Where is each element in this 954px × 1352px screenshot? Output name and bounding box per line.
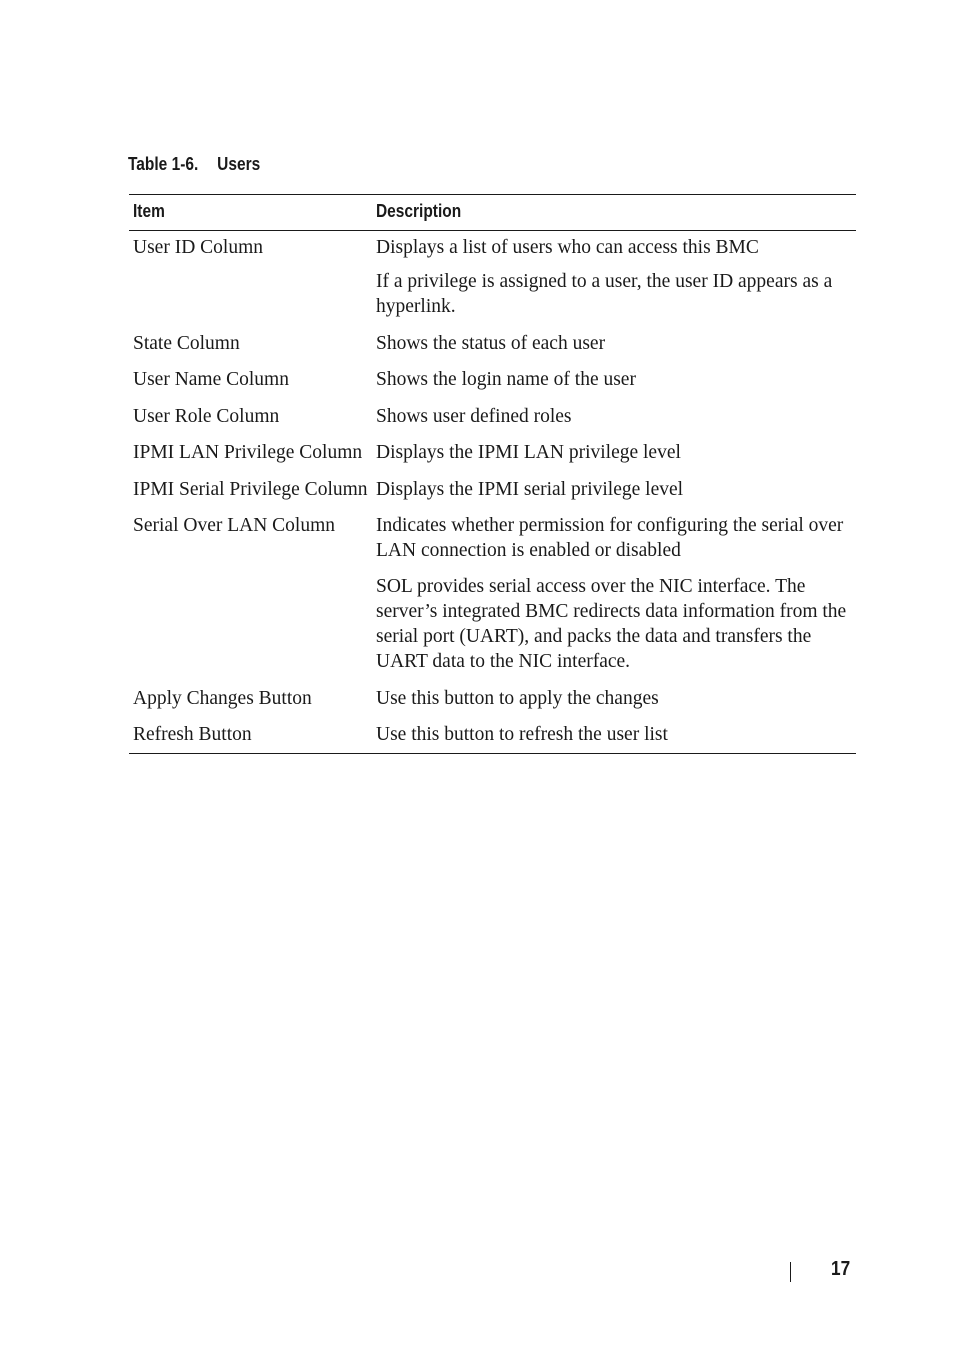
row-description bbox=[371, 331, 856, 356]
page-footer bbox=[790, 1256, 853, 1282]
description-text: Shows user defined roles bbox=[376, 405, 572, 427]
row-item: IPMI LAN Privilege Column bbox=[133, 442, 363, 463]
header-item: Item bbox=[133, 201, 165, 221]
description-text: Use this button to refresh the user list bbox=[376, 724, 668, 745]
row-item: Serial Over LAN Column bbox=[133, 515, 336, 536]
row-description bbox=[371, 722, 856, 747]
description-text: Shows the status of each user bbox=[376, 332, 606, 354]
page-number: 17 bbox=[831, 1257, 851, 1280]
table-row bbox=[129, 686, 856, 711]
description-text: Displays the IPMI serial privilege level bbox=[376, 478, 684, 500]
table-caption-title: Users bbox=[217, 154, 261, 174]
users-table bbox=[129, 194, 856, 754]
row-description bbox=[371, 440, 856, 465]
row-item: User ID Column bbox=[133, 237, 263, 258]
row-description bbox=[371, 513, 856, 674]
description-text: SOL provides serial access over the NIC interface. The server’s integrated BMC redirects data information from the serial port (UART), and packs the data and transfers the UART data to the NIC interface. bbox=[376, 576, 847, 672]
row-description bbox=[371, 367, 856, 392]
table-body bbox=[129, 231, 856, 753]
description-text: Shows the login name of the user bbox=[376, 369, 636, 390]
table-row bbox=[129, 331, 856, 356]
table-row bbox=[129, 477, 856, 502]
row-item: User Name Column bbox=[133, 369, 289, 390]
description-text: Indicates whether permission for configuring the serial over LAN connection is enabled or disabled bbox=[376, 515, 844, 561]
row-description bbox=[371, 404, 856, 429]
table-row bbox=[129, 367, 856, 392]
table-caption-label: Table 1-6. bbox=[128, 154, 199, 174]
row-item: IPMI Serial Privilege Column bbox=[133, 478, 368, 500]
row-item: State Column bbox=[133, 332, 240, 354]
table-row bbox=[129, 722, 856, 747]
row-description bbox=[371, 235, 856, 319]
row-item: Apply Changes Button bbox=[133, 687, 312, 709]
table-row bbox=[129, 513, 856, 674]
description-text: Use this button to apply the changes bbox=[376, 687, 659, 709]
table-row bbox=[129, 235, 856, 319]
table-row bbox=[129, 404, 856, 429]
row-description bbox=[371, 477, 856, 502]
row-description bbox=[371, 686, 856, 711]
footer-divider bbox=[790, 1262, 791, 1282]
row-item: User Role Column bbox=[133, 405, 280, 427]
description-text: Displays a list of users who can access this BMC bbox=[376, 237, 759, 258]
header-description: Description bbox=[376, 201, 462, 221]
table-row bbox=[129, 440, 856, 465]
table-caption bbox=[128, 154, 260, 175]
description-text: Displays the IPMI LAN privilege level bbox=[376, 442, 681, 463]
description-text: If a privilege is assigned to a user, the user ID appears as a hyperlink. bbox=[376, 271, 833, 317]
table-header-row bbox=[129, 195, 856, 231]
row-item: Refresh Button bbox=[133, 724, 252, 745]
